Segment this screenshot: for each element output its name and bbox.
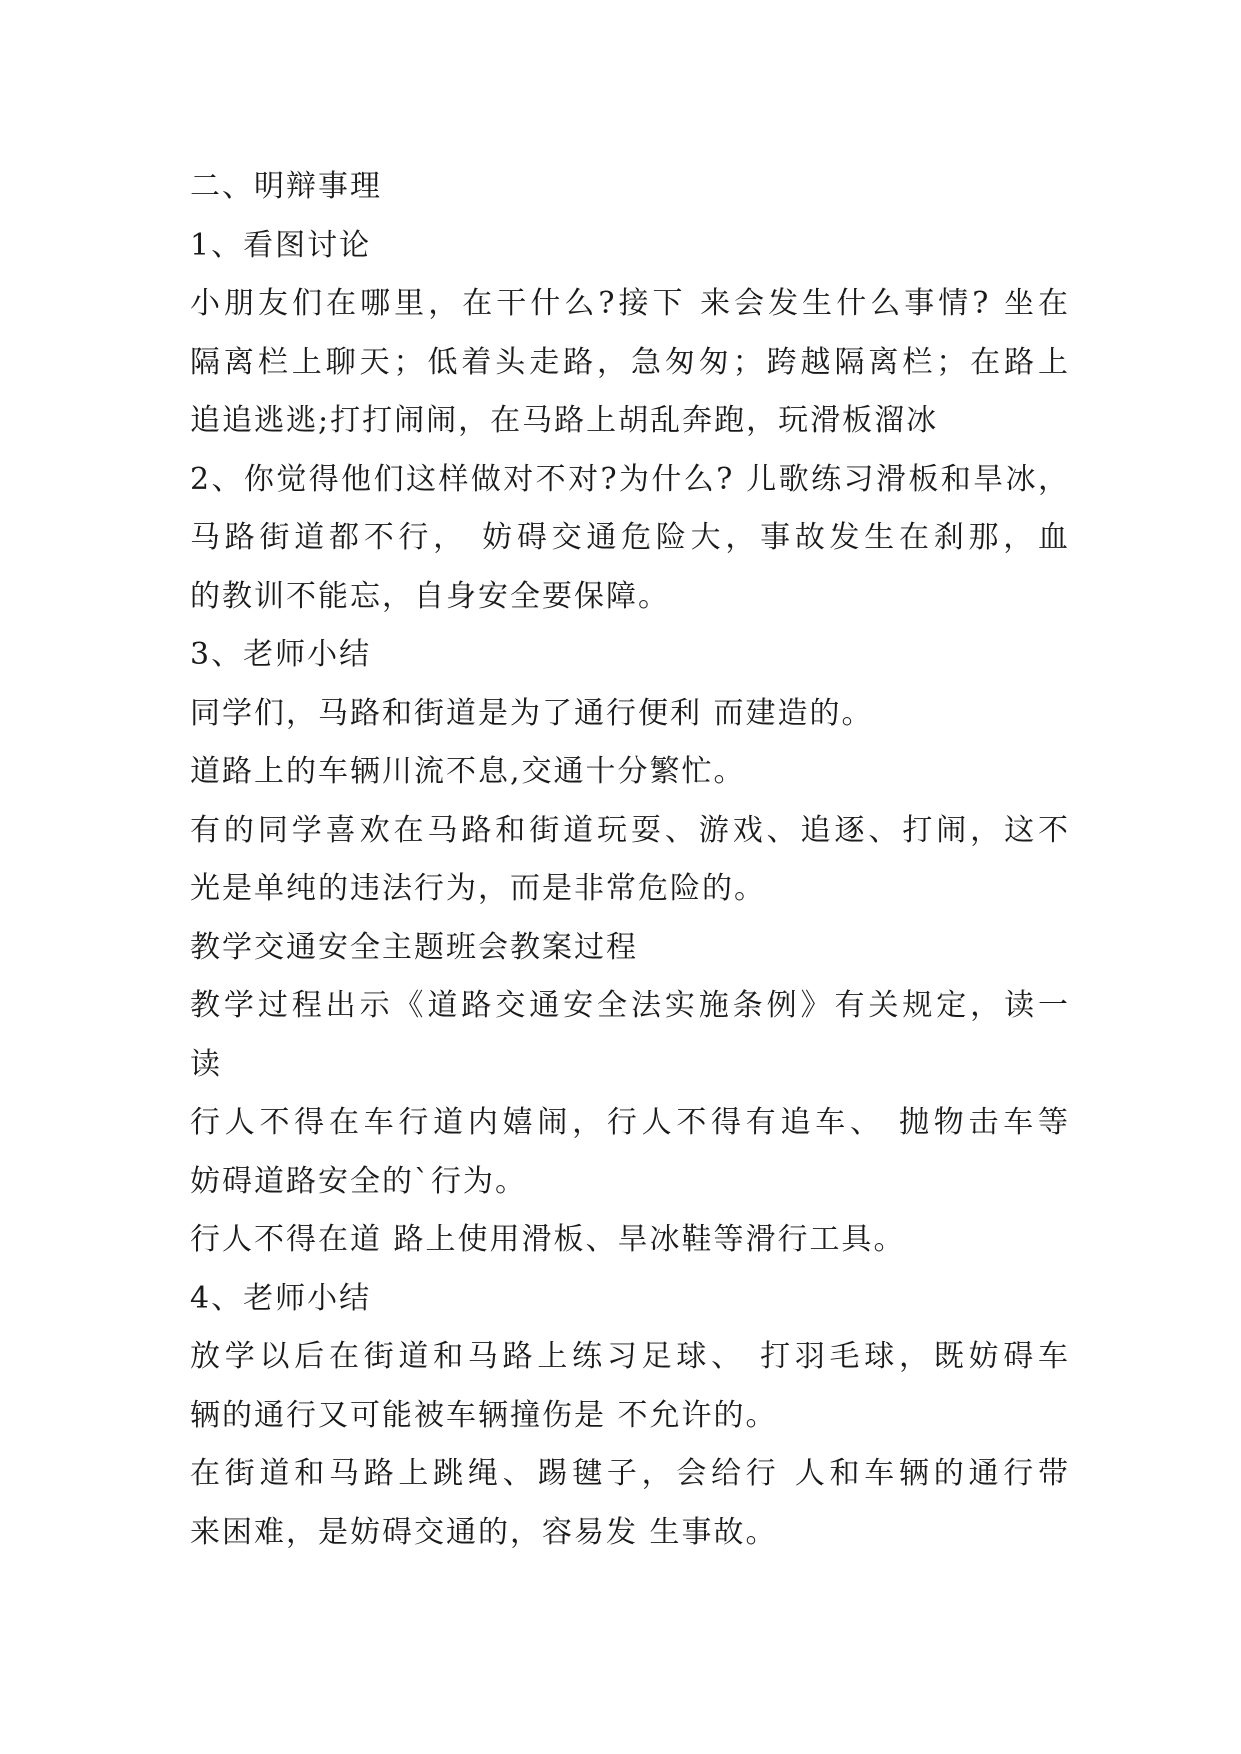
text-line: 教学交通安全主题班会教案过程 bbox=[190, 929, 638, 965]
text-line: 二、明辩事理 bbox=[190, 169, 382, 204]
text-line: 光是单纯的违法行为，而是非常危险的。 bbox=[190, 871, 766, 906]
text-line: 2、你觉得他们这样做对不对?为什么? 儿歌练习滑板和旱冰， bbox=[190, 461, 1070, 497]
text-line: 辆的通行又可能被车辆撞伤是 不允许的。 bbox=[190, 1397, 778, 1433]
text-line: 教学过程出示《道路交通安全法实施条例》有关规定，读一 bbox=[190, 988, 1070, 1023]
text-line: 行人不得在车行道内嬉闹，行人不得有追车、 抛物击车等 bbox=[190, 1105, 1070, 1140]
text-line: 行人不得在道 路上使用滑板、旱冰鞋等滑行工具。 bbox=[190, 1222, 906, 1257]
text-line: 在街道和马路上跳绳、踢毽子，会给行 人和车辆的通行带 bbox=[190, 1456, 1070, 1491]
text-line: 妨碍道路安全的`行为。 bbox=[190, 1163, 527, 1199]
text-line: 有的同学喜欢在马路和街道玩耍、游戏、追逐、打闹，这不 bbox=[190, 812, 1070, 848]
document-body bbox=[190, 158, 1070, 1562]
text-line: 的教训不能忘，自身安全要保障。 bbox=[190, 578, 670, 614]
text-line: 放学以后在街道和马路上练习足球、 打羽毛球，既妨碍车 bbox=[190, 1339, 1070, 1374]
text-line: 小朋友们在哪里，在干什么?接下 来会发生什么事情? 坐在 bbox=[190, 286, 1070, 321]
text-line: 同学们，马路和街道是为了通行便利 而建造的。 bbox=[190, 695, 874, 731]
text-line: 读 bbox=[190, 1046, 222, 1082]
text-line: 来困难，是妨碍交通的，容易发 生事故。 bbox=[190, 1514, 778, 1550]
text-line: 3、老师小结 bbox=[190, 637, 372, 672]
text-line: 4、老师小结 bbox=[190, 1280, 372, 1316]
text-line: 1、看图讨论 bbox=[190, 227, 372, 263]
text-line: 隔离栏上聊天；低着头走路，急匆匆；跨越隔离栏；在路上 bbox=[190, 344, 1070, 380]
text-line: 道路上的车辆川流不息,交通十分繁忙。 bbox=[190, 754, 746, 789]
text-line: 追追逃逃;打打闹闹，在马路上胡乱奔跑，玩滑板溜冰 bbox=[190, 403, 939, 438]
text-line: 马路街道都不行， 妨碍交通危险大，事故发生在刹那，血 bbox=[190, 520, 1070, 555]
